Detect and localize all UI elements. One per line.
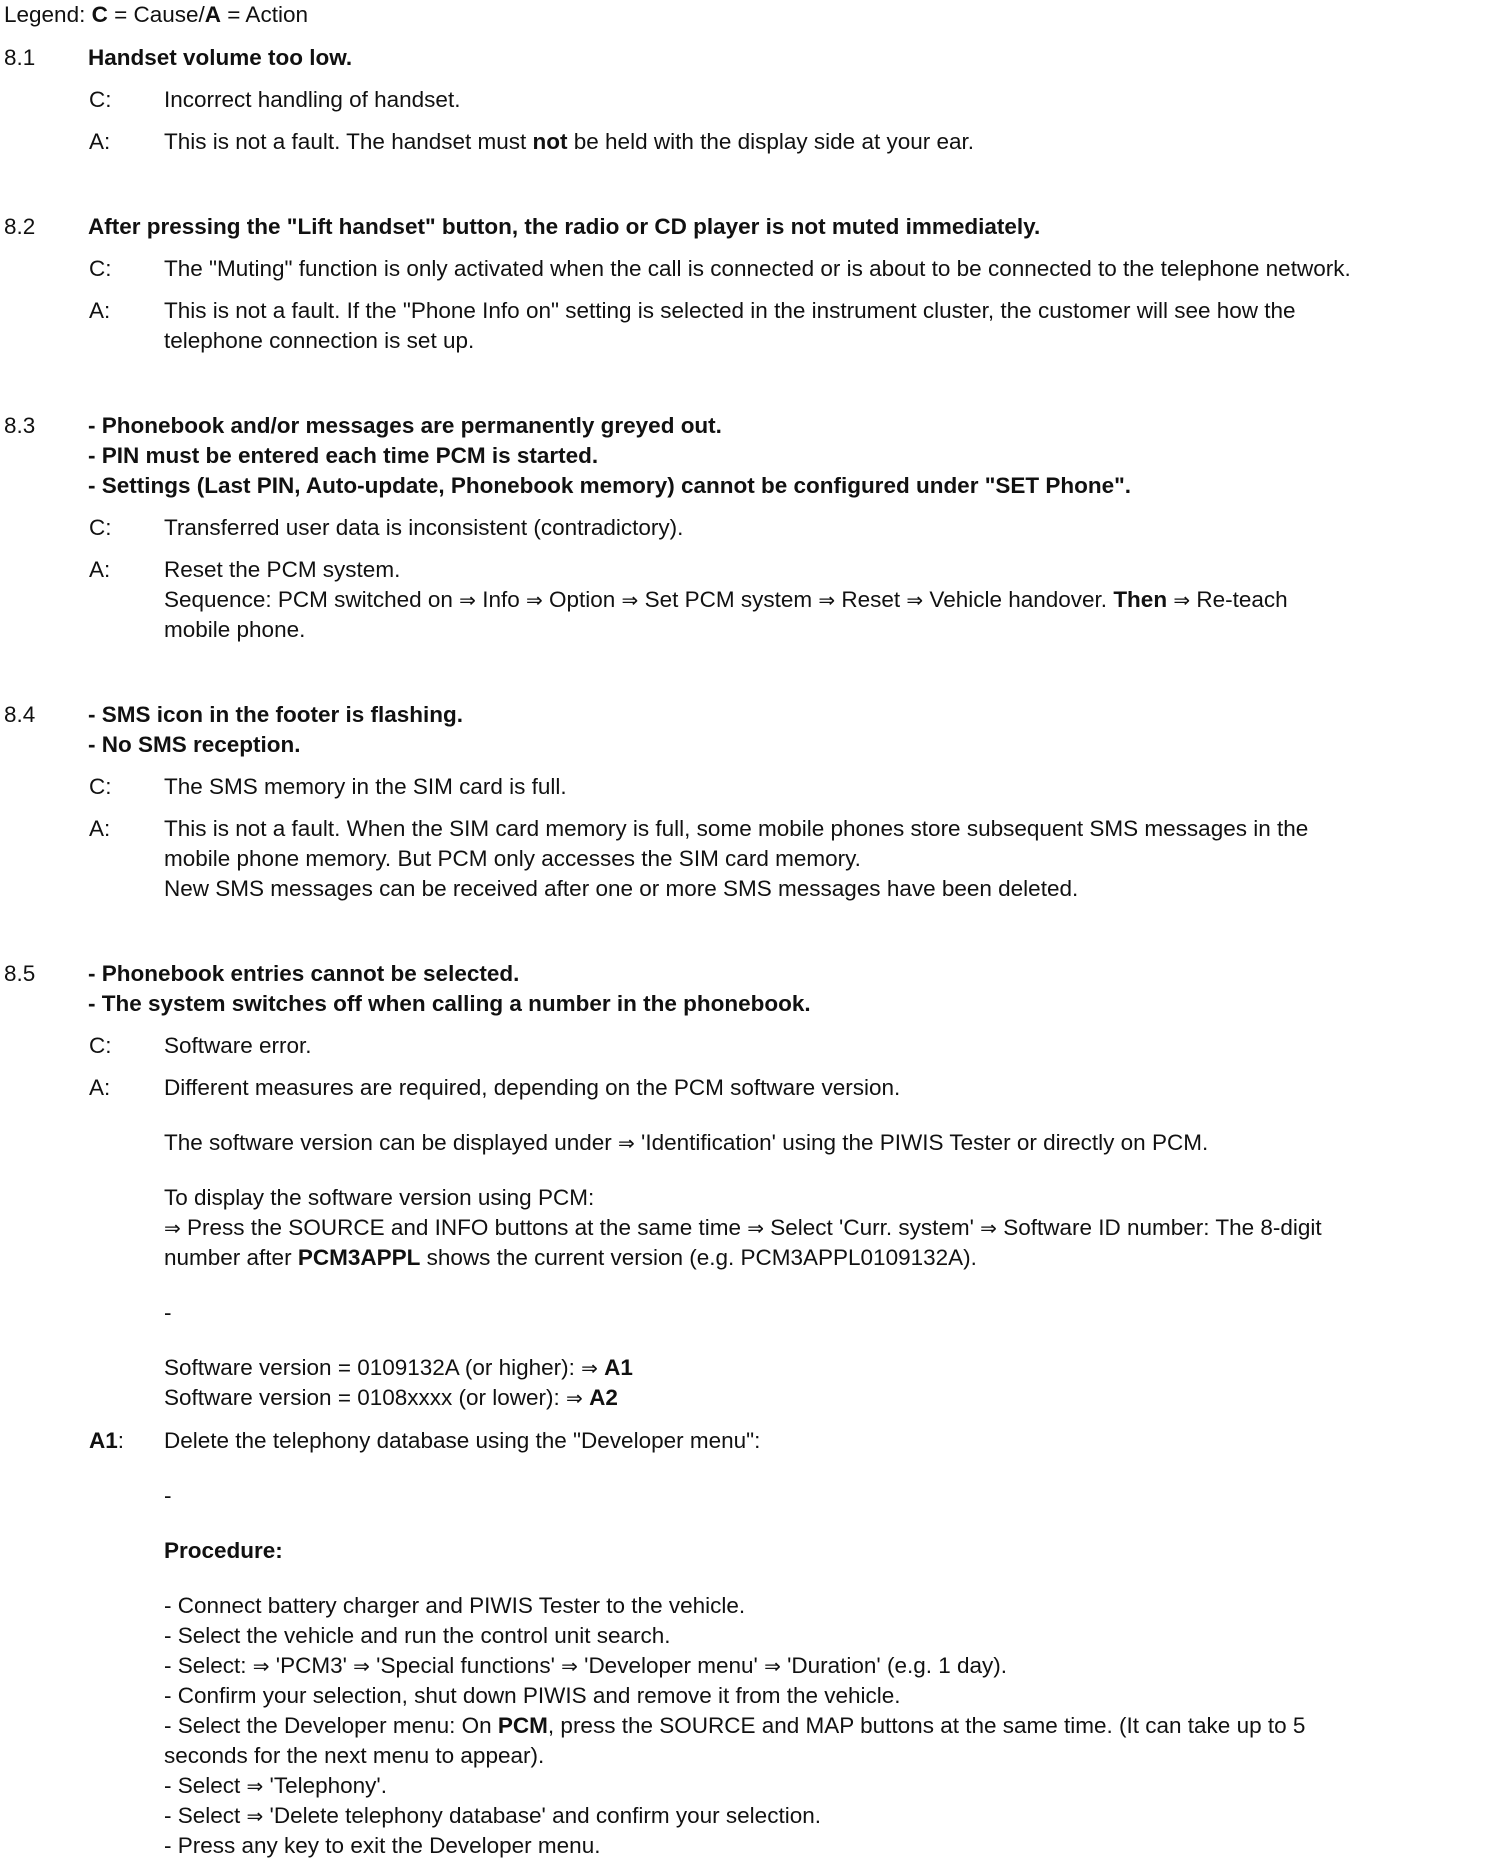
arrow-icon: ⇒: [621, 588, 639, 612]
cause-text: Transferred user data is inconsistent (contradictory).: [164, 515, 684, 540]
arrow-icon: ⇒: [353, 1654, 370, 1678]
arrow-icon: ⇒: [164, 1216, 181, 1240]
action-label: A:: [89, 557, 111, 582]
section-title: - Phonebook entries cannot be selected. - The system switches off when calling a number in the phonebook.: [88, 961, 811, 1016]
action-label: A:: [89, 298, 111, 323]
arrow-icon: ⇒: [246, 1774, 264, 1798]
cause-text: Software error.: [164, 1033, 312, 1058]
version-branches: Software version = 0109132A (or higher): ⇒ A1 Software version = 0108xxxx (or lower): ⇒ A2: [164, 1355, 633, 1410]
arrow-icon: ⇒: [566, 1386, 583, 1410]
cause-label: C:: [89, 87, 112, 112]
dash: -: [164, 1300, 172, 1325]
display-version-instructions: To display the software version using PCM: ⇒ Press the SOURCE and INFO buttons at the same time ⇒ Select 'Curr. system' ⇒ Software ID number: The 8-digit number after PCM3APPL shows the current version (e.g. PCM3APPL0109132A).: [164, 1185, 1322, 1270]
arrow-icon: ⇒: [747, 1216, 765, 1240]
arrow-icon: ⇒: [980, 1216, 997, 1240]
cause-text: Incorrect handling of handset.: [164, 87, 461, 112]
section-title: Handset volume too low.: [88, 45, 353, 70]
reset-sequence: Sequence: PCM switched on ⇒ Info ⇒ Option ⇒ Set PCM system ⇒ Reset ⇒ Vehicle handover. Then ⇒ Re-teach: [164, 587, 1288, 612]
action-text: This is not a fault. When the SIM card memory is full, some mobile phones store subsequent SMS messages in the mobile phone memory. But PCM only accesses the SIM card memory. New SMS messages can be received after one or more SMS messages have been deleted.: [164, 816, 1309, 901]
procedure-steps: - Connect battery charger and PIWIS Tester to the vehicle. - Select the vehicle and run the control unit search. - Select: ⇒ 'PCM3' ⇒ 'Special functions' ⇒ 'Developer menu' ⇒ 'Duration' (e.g. 1 day). - Confirm your selection, shut down PIWIS and remove it from the vehicle. - Select the Developer menu: On PCM, press the SOURCE and MAP buttons at the same time. (It can take up to 5 seconds for the next menu to appear). - Select ⇒ 'Telephony'. - Select ⇒ 'Delete telephony database' and confirm your selection. - Press any key to exit the Developer menu.: [164, 1593, 1306, 1858]
arrow-icon: ⇒: [525, 588, 543, 612]
section-title: After pressing the "Lift handset" button, the radio or CD player is not muted immediately.: [88, 214, 1041, 239]
arrow-icon: ⇒: [818, 588, 836, 612]
a1-label: A1:: [89, 1428, 125, 1453]
arrow-icon: ⇒: [1173, 588, 1191, 612]
a1-text: Delete the telephony database using the "Developer menu":: [164, 1428, 761, 1453]
cause-label: C:: [89, 256, 112, 281]
arrow-icon: ⇒: [459, 588, 476, 612]
action-text: This is not a fault. The handset must not be held with the display side at your ear.: [164, 129, 975, 154]
arrow-icon: ⇒: [252, 1654, 270, 1678]
section-number: 8.5: [4, 961, 36, 986]
arrow-icon: ⇒: [561, 1654, 578, 1678]
section-number: 8.3: [4, 413, 36, 438]
cause-label: C:: [89, 1033, 112, 1058]
arrow-icon: ⇒: [246, 1804, 264, 1828]
a1-link: A1: [604, 1355, 633, 1380]
legend: Legend: C = Cause/A = Action: [4, 2, 308, 27]
section-number: 8.2: [4, 214, 36, 239]
section-title: - SMS icon in the footer is flashing. - No SMS reception.: [88, 702, 464, 757]
arrow-icon: ⇒: [906, 588, 924, 612]
software-version-note: The software version can be displayed under ⇒ 'Identification' using the PIWIS Tester or directly on PCM.: [164, 1130, 1209, 1155]
section-number: 8.1: [4, 45, 36, 70]
cause-label: C:: [89, 774, 112, 799]
arrow-icon: ⇒: [581, 1356, 598, 1380]
action-label: A:: [89, 129, 111, 154]
arrow-icon: ⇒: [764, 1654, 781, 1678]
cause-text: The SMS memory in the SIM card is full.: [164, 774, 567, 799]
action-text: This is not a fault. If the "Phone Info on" setting is selected in the instrument cluster, the customer will see how the telephone connection is set up.: [164, 298, 1296, 353]
arrow-icon: ⇒: [618, 1131, 635, 1155]
procedure-heading: Procedure:: [164, 1538, 283, 1563]
a2-link: A2: [589, 1385, 618, 1410]
action-label: A:: [89, 1075, 111, 1100]
action-label: A:: [89, 816, 111, 841]
section-title: - Phonebook and/or messages are permanently greyed out. - PIN must be entered each time PCM is started. - Settings (Last PIN, Auto-update, Phonebook memory) cannot be configured under "SET Phone".: [88, 413, 1132, 498]
cause-text: The "Muting" function is only activated when the call is connected or is about to be connected to the telephone network.: [164, 256, 1351, 281]
section-number: 8.4: [4, 702, 36, 727]
cause-label: C:: [89, 515, 112, 540]
dash: -: [164, 1483, 172, 1508]
action-text: Reset the PCM system. Sequence: PCM switched on ⇒ Info ⇒ Option ⇒ Set PCM system ⇒ Reset ⇒ Vehicle handover. Then ⇒ Re-teach mobile phone.: [164, 555, 1494, 645]
action-text: Different measures are required, depending on the PCM software version.: [164, 1075, 901, 1100]
